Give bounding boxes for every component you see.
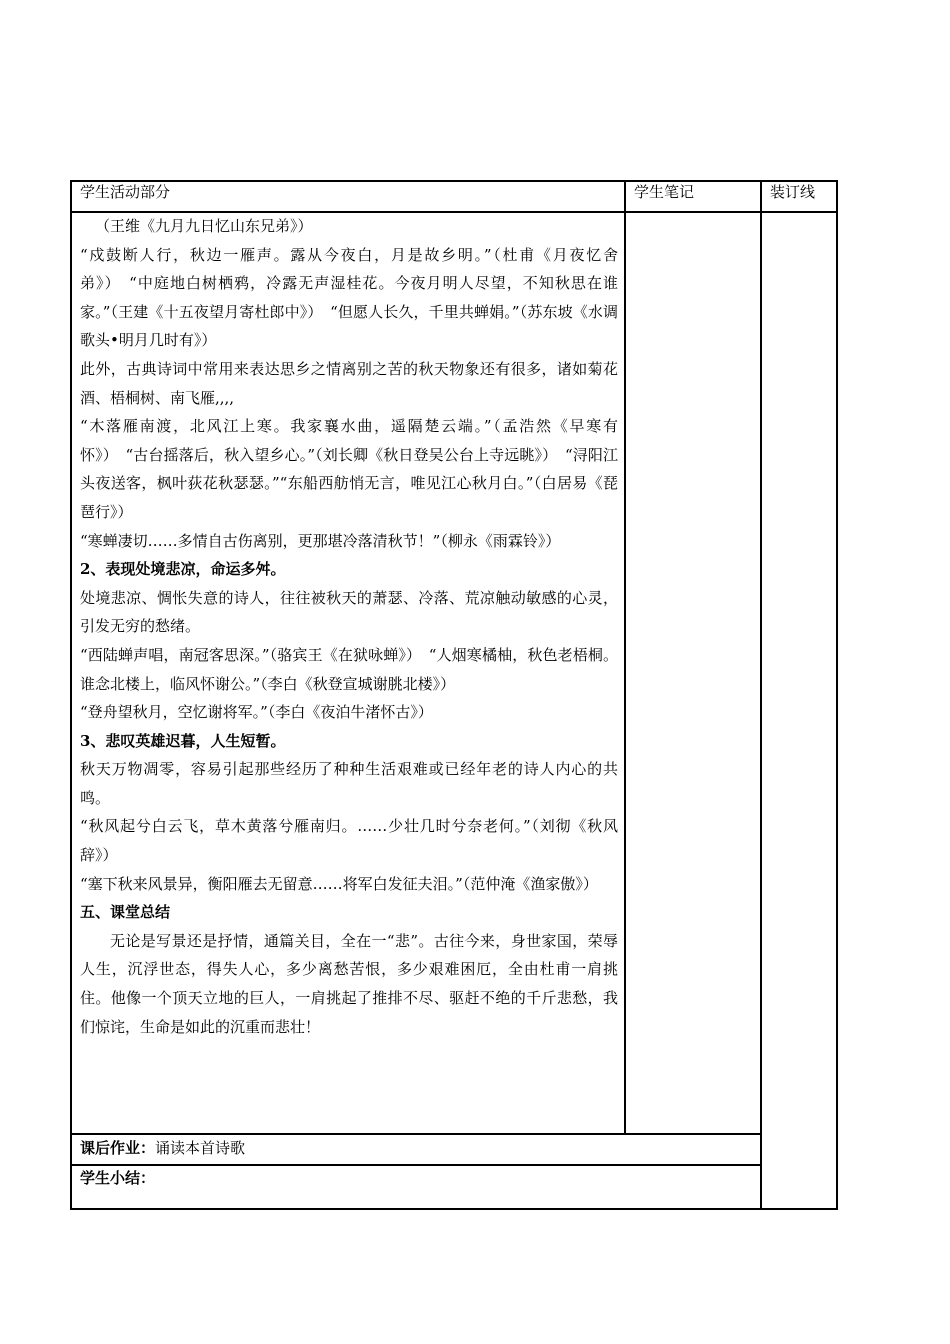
content-paragraph: （王维《九月九日忆山东兄弟》） xyxy=(95,217,313,235)
content-paragraph: 无论是写景还是抒情，通篇关目，全在一“悲”。古往今来，身世家国，荣辱人生，沉浮世态，得失人心，多少离愁苦恨，多少艰难困厄，全由杜甫一肩挑住。他像一个顶天立地的巨人，一肩挑起了推排不尽、驱赶不绝的千斤悲愁，我们惊诧，生命是如此的沉重而悲壮！ xyxy=(80,931,618,1036)
summary-label: 学生小结： xyxy=(80,1169,156,1187)
header-binding: 装订线 xyxy=(770,183,816,201)
summary-top-rule xyxy=(70,1164,762,1166)
content-paragraph: “戍鼓断人行，秋边一雁声。露从今夜白，月是故乡明。”（杜甫《月夜忆舍弟》） “中庭地白树栖鸦，冷露无声湿桂花。今夜月明人尽望，不知秋思在谁家。”（王建《十五夜望月寄杜郎中》） “但愿人长久，千里共蝉娟。”（苏东坡《水调歌头•明月几时有》） xyxy=(80,245,618,350)
content-paragraph: “木落雁南渡，北风江上寒。我家襄水曲，遥隔楚云端。”（孟浩然《早寒有怀》） “古台摇落后，秋入望乡心。”（刘长卿《秋日登吴公台上寺远眺》） “浔阳江头夜送客，枫叶荻花秋瑟瑟。”“东船西舫悄无言，唯见江心秋月白。”（白居易《琵琶行》） xyxy=(80,417,618,521)
section-heading: 五、课堂总结 xyxy=(80,903,171,922)
summary-row xyxy=(80,1168,155,1188)
homework-label: 课后作业： xyxy=(80,1139,156,1157)
content-paragraph: 处境悲凉、惆怅失意的诗人，往往被秋天的萧瑟、冷落、荒凉触动敏感的心灵，引发无穷的愁绪。 xyxy=(80,588,618,636)
content-paragraph: 此外，古典诗词中常用来表达思乡之情离别之苦的秋天物象还有很多，诸如菊花酒、梧桐树、南飞雁,,,, xyxy=(80,359,618,407)
section-heading: 3、悲叹英雄迟暮，人生短暂。 xyxy=(80,731,286,750)
content-paragraph: “登舟望秋月，空忆谢将军。”（李白《夜泊牛渚怀古》） xyxy=(80,703,433,722)
header-notes: 学生笔记 xyxy=(634,183,695,201)
homework-value: 诵读本首诗歌 xyxy=(155,1139,246,1157)
homework-top-rule xyxy=(70,1133,762,1135)
column-divider-binding xyxy=(760,180,762,1210)
content-paragraph: 秋天万物凋零，容易引起那些经历了种种生活艰难或已经年老的诗人内心的共鸣。 xyxy=(80,760,618,807)
content-paragraph: “塞下秋来风景异，衡阳雁去无留意……将军白发征夫泪。”（范仲淹《渔家傲》） xyxy=(80,874,598,893)
content-paragraph: “寒蝉凄切……多情自古伤离别，更那堪冷落清秋节！”（柳永《雨霖铃》） xyxy=(80,531,561,550)
content-paragraph: “西陆蝉声唱，南冠客思深。”（骆宾王《在狱咏蝉》） “人烟寒橘柚，秋色老梧桐。谁念北楼上，临风怀谢公。”（李白《秋登宣城谢朓北楼》） xyxy=(80,645,618,693)
homework-row xyxy=(80,1138,245,1158)
activity-content xyxy=(80,212,618,1041)
column-divider-notes xyxy=(624,180,626,1134)
content-paragraph: “秋风起兮白云飞，草木黄落兮雁南归。……少壮几时兮奈老何。”（刘彻《秋风辞》） xyxy=(80,817,618,865)
header-activity: 学生活动部分 xyxy=(80,183,171,201)
section-heading: 2、表现处境悲凉，命运多舛。 xyxy=(80,560,286,579)
